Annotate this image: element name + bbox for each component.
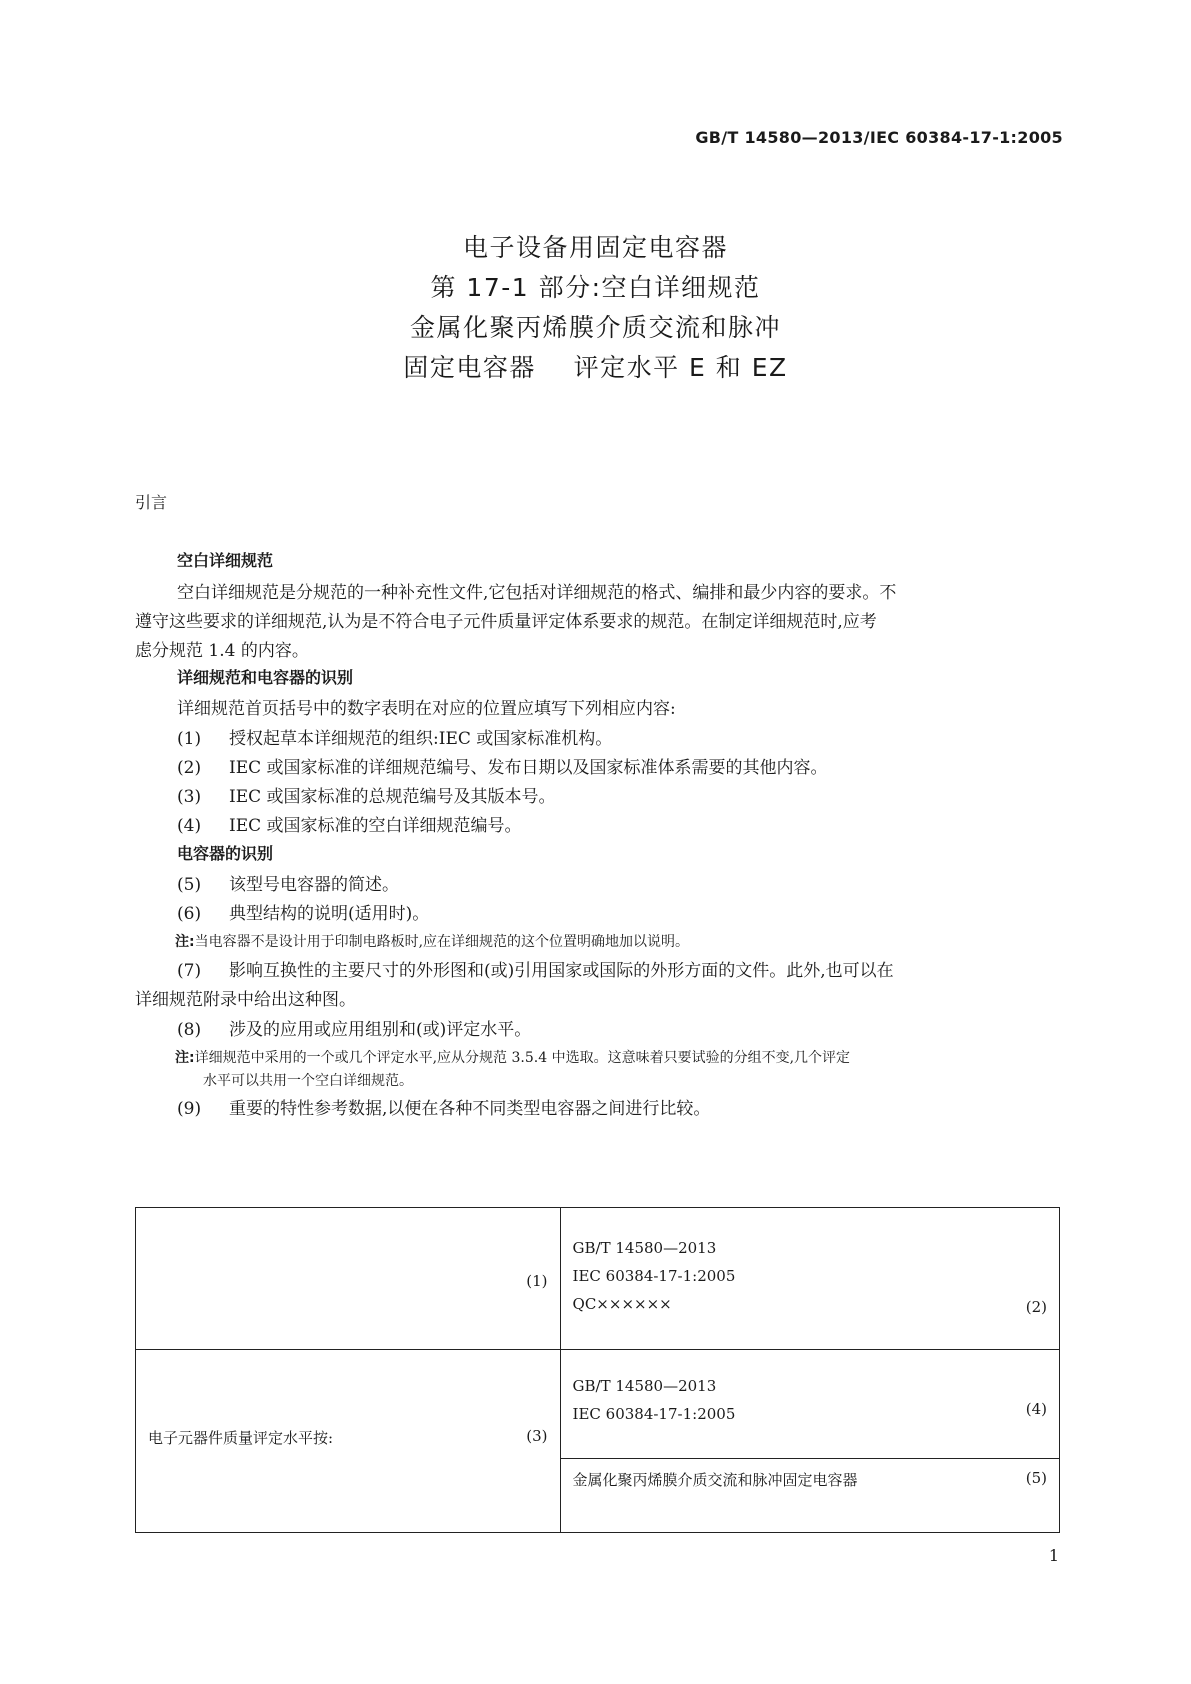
- list-item: (9) 重要的特性参考数据,以便在各种不同类型电容器之间进行比较。: [177, 1099, 711, 1119]
- intro-heading: 引言: [135, 493, 168, 512]
- list-item: (1) 授权起草本详细规范的组织:IEC 或国家标准机构。: [177, 729, 613, 749]
- form-cell-organization: [136, 1208, 561, 1350]
- spec-number-line: IEC 60384-17-1:2005: [572, 1405, 736, 1423]
- field-marker: (3): [526, 1426, 548, 1445]
- section-heading-blank-spec: 空白详细规范: [177, 551, 274, 570]
- detail-spec-form-table: [135, 1207, 1060, 1533]
- title-line-3: 金属化聚丙烯膜介质交流和脉冲: [409, 313, 781, 342]
- list-item: (5) 该型号电容器的简述。: [177, 875, 399, 895]
- list-item: (2) IEC 或国家标准的详细规范编号、发布日期以及国家标准体系需要的其他内容。: [177, 758, 828, 778]
- form-cell-generic-spec: [560, 1350, 1059, 1459]
- field-marker: (2): [1025, 1298, 1047, 1316]
- field-marker: (5): [1025, 1469, 1047, 1487]
- form-cell-quality-level: [136, 1350, 561, 1533]
- page-number: 1: [1048, 1546, 1059, 1565]
- list-item: (8) 涉及的应用或应用组别和(或)评定水平。: [177, 1020, 532, 1040]
- paragraph-line: 遵守这些要求的详细规范,认为是不符合电子元件质量评定体系要求的规范。在制定详细规范时,应考: [135, 612, 877, 632]
- list-item-continuation: 详细规范附录中给出这种图。: [135, 990, 356, 1010]
- title-line-4: 固定电容器 评定水平 E 和 EZ: [403, 353, 788, 382]
- list-item: (4) IEC 或国家标准的空白详细规范编号。: [177, 816, 522, 836]
- title-line-2: 第 17-1 部分:空白详细规范: [430, 273, 761, 302]
- section-heading-identification: 详细规范和电容器的识别: [177, 668, 354, 687]
- standard-code: GB/T 14580—2013/IEC 60384-17-1:2005: [695, 128, 1063, 147]
- title-line-1: 电子设备用固定电容器: [462, 233, 728, 262]
- form-cell-spec-numbers: [560, 1208, 1059, 1350]
- document-title: [0, 228, 1191, 388]
- paragraph-line: 空白详细规范是分规范的一种补充性文件,它包括对详细规范的格式、编排和最少内容的要求。不: [177, 583, 897, 603]
- note-continuation: 水平可以共用一个空白详细规范。: [203, 1073, 413, 1089]
- form-cell-capacitor-description: [560, 1459, 1059, 1533]
- spec-number-line: GB/T 14580—2013: [572, 1239, 717, 1257]
- paragraph-line: 详细规范首页括号中的数字表明在对应的位置应填写下列相应内容:: [177, 699, 676, 719]
- field-marker: (4): [1025, 1400, 1047, 1418]
- spec-number-line: QC××××××: [572, 1295, 672, 1313]
- list-item: (7) 影响互换性的主要尺寸的外形图和(或)引用国家或国际的外形方面的文件。此外,也可以在: [177, 961, 894, 981]
- paragraph-line: 虑分规范 1.4 的内容。: [135, 641, 309, 661]
- field-marker: (1): [526, 1272, 548, 1290]
- quality-level-label: 电子元器件质量评定水平按:: [148, 1428, 334, 1447]
- list-item: (3) IEC 或国家标准的总规范编号及其版本号。: [177, 787, 556, 807]
- note: 注:当电容器不是设计用于印制电路板时,应在详细规范的这个位置明确地加以说明。: [175, 934, 690, 950]
- spec-number-line: GB/T 14580—2013: [572, 1377, 717, 1395]
- section-heading-capacitor-id: 电容器的识别: [177, 844, 274, 863]
- spec-number-line: IEC 60384-17-1:2005: [572, 1267, 736, 1285]
- list-item: (6) 典型结构的说明(适用时)。: [177, 904, 430, 924]
- capacitor-description: 金属化聚丙烯膜介质交流和脉冲固定电容器: [572, 1471, 858, 1489]
- note: 注:详细规范中采用的一个或几个评定水平,应从分规范 3.5.4 中选取。这意味着只要试验的分组不变,几个评定: [175, 1050, 851, 1066]
